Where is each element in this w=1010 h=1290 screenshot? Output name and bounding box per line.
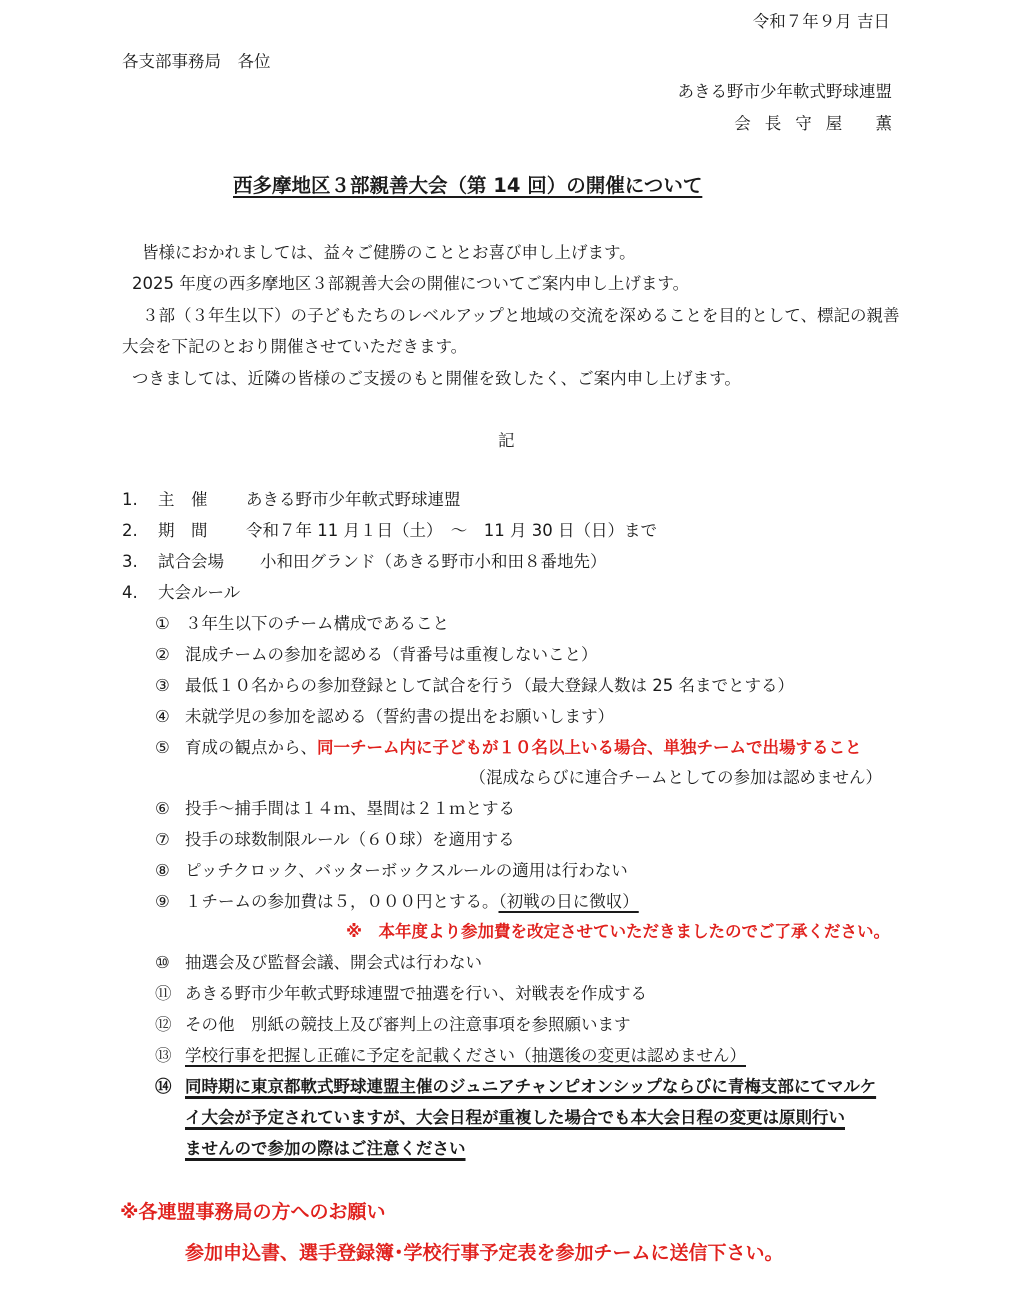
document-date: 令和７年９月 吉日 (752, 12, 890, 31)
rule-mark: ⑩ (155, 953, 170, 972)
intro-line-3: ３部（３年生以下）の子どもたちのレベルアップと地域の交流を深めることを目的として、標記の親善 (142, 306, 900, 325)
rule-mark: ⑨ (155, 892, 170, 911)
rule-mark: ③ (155, 676, 170, 695)
rule-text: 混成チームの参加を認める（背番号は重複しないこと） (185, 645, 598, 664)
ki-heading: 記 (498, 431, 515, 450)
rule-text: 未就学児の参加を認める（誓約書の提出をお願いします） (185, 707, 614, 726)
item-label: 主 催 (158, 490, 208, 509)
item-number: 4. (122, 583, 138, 602)
rule-7 (155, 826, 515, 850)
intro-line-5: つきましては、近隣の皆様のご支援のもと開催を致したく、ご案内申し上げます。 (132, 369, 741, 388)
item-value: あきる野市少年軟式野球連盟 (246, 490, 461, 509)
rule-5-note: （混成ならびに連合チームとしての参加は認めません） (469, 768, 882, 787)
rule-text: 学校行事を把握し正確に予定を記載ください（抽選後の変更は認めません） (185, 1046, 746, 1065)
item-number: 3. (122, 552, 138, 571)
rule-text: ３年生以下のチーム構成であること (185, 614, 449, 633)
rule-9 (155, 888, 639, 912)
item-label: 期 間 (158, 521, 208, 540)
sender-title: 会長守屋 薫 (734, 114, 906, 133)
rule-text-line-1: 同時期に東京都軟式野球連盟主催のジュニアチャンピオンシップならびに青梅支部にてマルケ (185, 1077, 877, 1096)
rule-6 (155, 795, 515, 819)
intro-line-2: 2025 年度の西多摩地区３部親善大会の開催についてご案内申し上げます。 (132, 274, 690, 293)
rule-mark: ⑬ (155, 1046, 172, 1065)
rule-underlined: （初戦の日に徴収） (498, 892, 639, 911)
rule-2 (155, 641, 598, 665)
rule-8 (155, 857, 628, 881)
rule-mark: ⑫ (155, 1015, 172, 1034)
rule-5 (155, 734, 862, 758)
rule-mark: ⑧ (155, 861, 170, 880)
addressee: 各支部事務局 各位 (122, 52, 271, 71)
rule-mark: ④ (155, 707, 170, 726)
item-value: 小和田グランド（あきる野市小和田８番地先） (260, 552, 607, 571)
item-period (122, 517, 657, 541)
rule-text: 最低１０名からの参加登録として試合を行う（最大登録人数は 25 名までとする） (185, 676, 794, 695)
rule-12 (155, 1011, 631, 1035)
rule-text: 投手の球数制限ルール（６０球）を適用する (185, 830, 515, 849)
rule-text-line-2: イ大会が予定されていますが、大会日程が重複した場合でも本大会日程の変更は原則行い (185, 1108, 845, 1127)
rule-4 (155, 703, 614, 727)
footer-heading: ※各連盟事務局の方へのお願い (120, 1201, 386, 1223)
rule-1 (155, 610, 449, 634)
item-organizer (122, 486, 461, 510)
rule-mark: ② (155, 645, 170, 664)
footer-request: 参加申込書、選手登録簿･学校行事予定表を参加チームに送信下さい。 (185, 1242, 784, 1264)
sender-organization: あきる野市少年軟式野球連盟 (677, 82, 892, 101)
rule-10 (155, 949, 482, 973)
rule-14-line-2 (185, 1104, 845, 1128)
rule-mark: ⑤ (155, 738, 170, 757)
document-title: 西多摩地区３部親善大会（第 14 回）の開催について (233, 174, 703, 197)
rule-11 (155, 980, 647, 1004)
item-rules (122, 579, 240, 603)
rule-14 (155, 1073, 876, 1097)
rule-14-line-3 (185, 1135, 466, 1159)
item-venue (122, 548, 607, 572)
item-number: 2. (122, 521, 138, 540)
rule-mark: ⑥ (155, 799, 170, 818)
item-label: 試合会場 (158, 552, 224, 571)
rule-9-note: ※ 本年度より参加費を改定させていただきましたのでご了承ください。 (345, 922, 890, 941)
rule-text: 投手～捕手間は１４ｍ、塁間は２１ｍとする (185, 799, 515, 818)
intro-line-4: 大会を下記のとおり開催させていただきます。 (122, 337, 468, 356)
rule-mark: ① (155, 614, 170, 633)
rule-text-line-3: ませんので参加の際はご注意ください (185, 1139, 466, 1158)
rule-text: ピッチクロック、バッターボックスルールの適用は行わない (185, 861, 628, 880)
rule-emphasis: 同一チーム内に子どもが１０名以上いる場合、単独チームで出場すること (317, 738, 862, 757)
rule-text: その他 別紙の競技上及び審判上の注意事項を参照願います (185, 1015, 631, 1034)
item-label: 大会ルール (158, 583, 241, 602)
rule-13 (155, 1042, 746, 1066)
rule-mark: ⑦ (155, 830, 170, 849)
rule-text: あきる野市少年軟式野球連盟で抽選を行い、対戦表を作成する (185, 984, 647, 1003)
rule-text: １チームの参加費は５，０００円とする。 (185, 892, 499, 911)
rule-text: 抽選会及び監督会議、開会式は行わない (185, 953, 482, 972)
item-number: 1. (122, 490, 138, 509)
rule-3 (155, 672, 794, 696)
rule-mark: ⑪ (155, 984, 172, 1003)
item-value: 令和７年 11 月１日（土） ～ 11 月 30 日（日）まで (246, 521, 657, 540)
intro-line-1: 皆様におかれましては、益々ご健勝のこととお喜び申し上げます。 (142, 243, 636, 262)
rule-text: 育成の観点から、 (185, 738, 317, 757)
rule-mark: ⑭ (155, 1077, 172, 1096)
